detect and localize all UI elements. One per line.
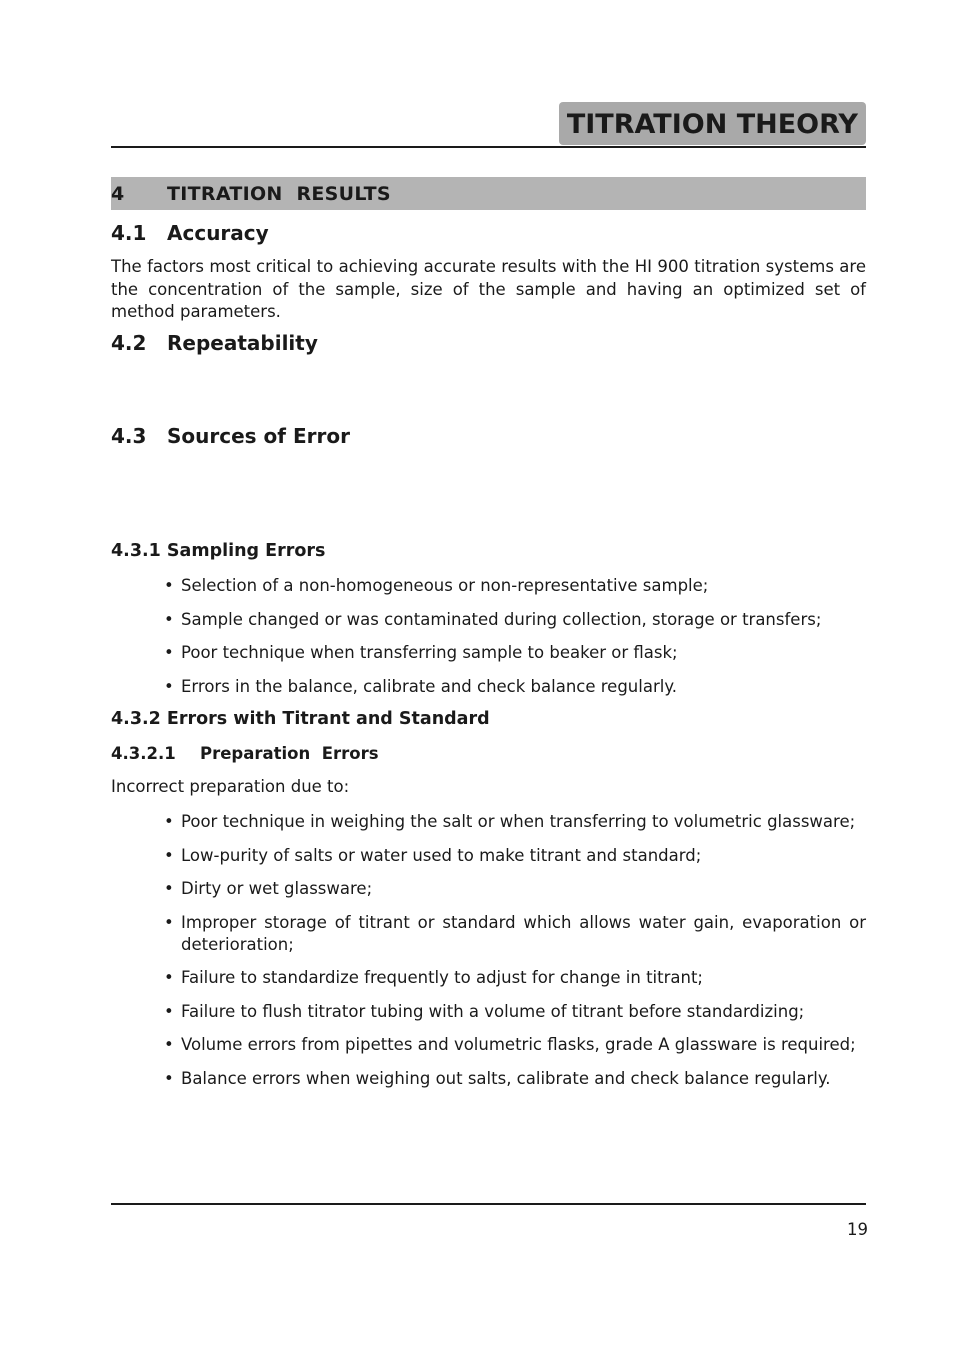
- preparation-errors-list: [160, 811, 866, 1090]
- list-item: • Improper storage of titrant or standard which allows water gain, evaporation or deterioration;: [160, 912, 866, 956]
- heading-title: Accuracy: [167, 221, 269, 245]
- list-item: • Balance errors when weighing out salts, calibrate and check balance regularly.: [160, 1068, 866, 1090]
- list-item: • Failure to standardize frequently to adjust for change in titrant;: [160, 967, 866, 989]
- list-item: • Poor technique when transferring sample to beaker or flask;: [160, 642, 866, 664]
- heading-4-3-1: 4.3.1 Sampling Errors: [111, 541, 326, 561]
- heading-number: 4.2: [111, 331, 147, 355]
- heading-title: Preparation Errors: [200, 744, 379, 763]
- heading-number: 4.1: [111, 221, 147, 245]
- heading-number: 4.3: [111, 424, 147, 448]
- heading-number: 4.3.2.1: [111, 744, 176, 763]
- page-number: 19: [847, 1220, 868, 1239]
- section-title: TITRATION RESULTS: [167, 183, 391, 205]
- heading-title: Repeatability: [167, 331, 318, 355]
- footer-rule: [111, 1203, 866, 1205]
- accuracy-paragraph: The factors most critical to achieving accurate results with the HI 900 titration systems are the concentration of the sample, size of the sample and having an optimized set of method parameters.: [111, 257, 866, 321]
- list-item: • Poor technique in weighing the salt or when transferring to volumetric glassware;: [160, 811, 866, 833]
- list-item: • Selection of a non-homogeneous or non-representative sample;: [160, 575, 866, 597]
- list-item: • Failure to flush titrator tubing with a volume of titrant before standardizing;: [160, 1001, 866, 1023]
- heading-4-3-2: 4.3.2 Errors with Titrant and Standard: [111, 709, 490, 729]
- list-item: • Sample changed or was contaminated during collection, storage or transfers;: [160, 609, 866, 631]
- list-item: • Volume errors from pipettes and volumetric flasks, grade A glassware is required;: [160, 1034, 866, 1056]
- list-item: • Errors in the balance, calibrate and check balance regularly.: [160, 676, 866, 698]
- list-item: • Low-purity of salts or water used to make titrant and standard;: [160, 845, 866, 867]
- section-number: 4: [111, 183, 125, 205]
- list-item: • Dirty or wet glassware;: [160, 878, 866, 900]
- preparation-intro: Incorrect preparation due to:: [111, 777, 350, 796]
- header-rule: [111, 146, 866, 148]
- chapter-tab: TITRATION THEORY: [559, 102, 866, 145]
- sampling-errors-list: [160, 575, 866, 698]
- heading-title: Sources of Error: [167, 424, 350, 448]
